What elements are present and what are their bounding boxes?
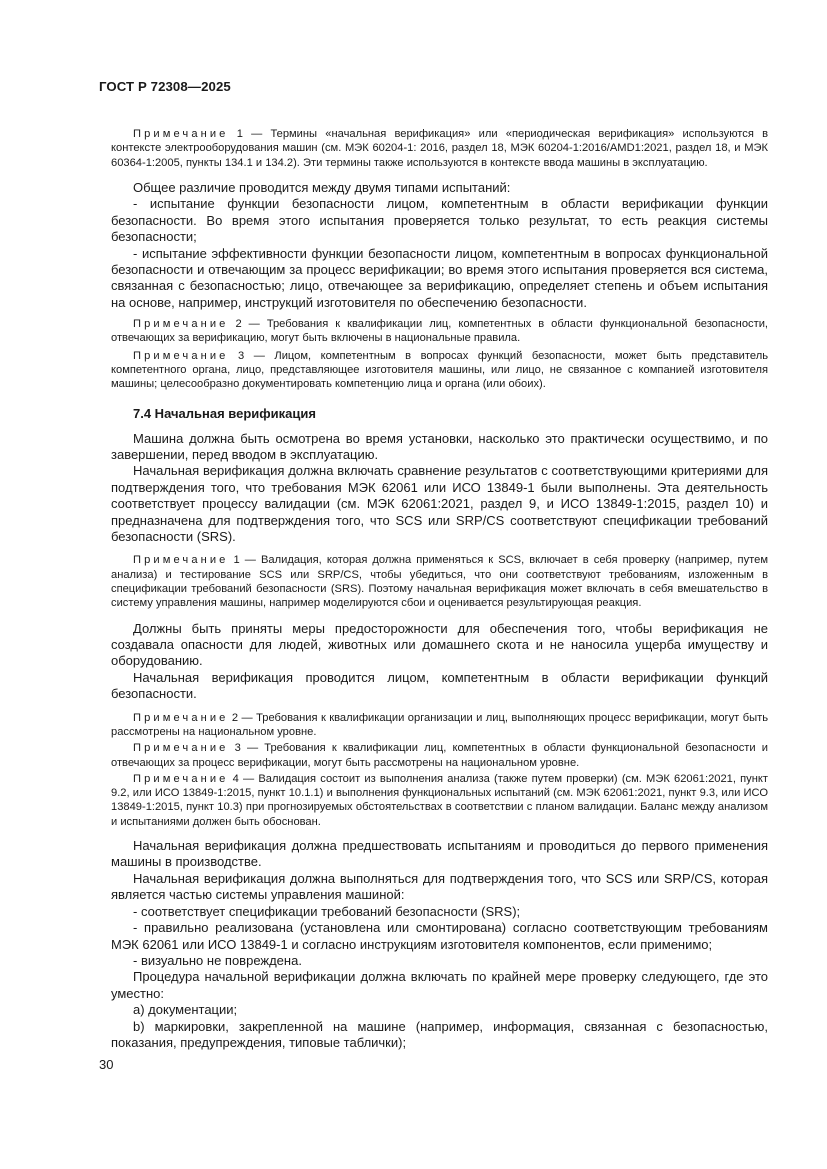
page-body <box>111 127 768 1051</box>
note-label: Примечание <box>133 554 229 567</box>
note-label: Примечание <box>133 349 229 362</box>
note-paragraph <box>111 553 768 610</box>
note-label: Примечание <box>133 711 229 724</box>
body-paragraph: Начальная верификация должна выполняться для подтверждения того, что SCS или SRP/CS, которая является частью системы управления машиной: <box>111 870 768 903</box>
note-paragraph <box>111 772 768 829</box>
note-number: 1 — <box>228 554 261 567</box>
body-paragraph: - соответствует спецификации требований безопасности (SRS); <box>133 903 521 919</box>
note-number: 4 — <box>228 772 259 785</box>
body-paragraph: - правильно реализована (установлена или смонтирована) согласно соответствующим требованиям МЭК 62061 или ИСО 13849-1 и согласно инструкциям изготовителя компонентов, если применимо; <box>111 920 768 952</box>
note-text: Требования к квалификации организации и лиц, выполняющих процесс верификации, могут быть рассмотрены на национальном уровне. <box>111 711 768 738</box>
page-number: 30 <box>99 1057 114 1072</box>
body-paragraph: Должны быть приняты меры предосторожности для обеспечения того, чтобы верификация не создавала опасности для людей, животных или домашнего скота и не наносила ущерба имуществу и оборудованию. <box>111 620 768 669</box>
body-paragraph: Начальная верификация должна предшествовать испытаниям и проводиться до первого применения машины в производстве. <box>111 838 768 870</box>
note-label: Примечание <box>133 128 229 140</box>
body-paragraph: Процедура начальной верификации должна включать по крайней мере проверку следующего, где это уместно: <box>111 969 768 1001</box>
note-paragraph <box>111 741 768 770</box>
note-paragraph <box>111 711 768 740</box>
note-paragraph <box>111 127 768 170</box>
note-paragraph <box>111 317 768 346</box>
body-paragraph: - испытание эффективности функции безопасности лицом, компетентным в вопросах функциональной безопасности и отвечающим за процесс верификации; во время этого испытания проверяется вся система, связанная с безопасностью; лицо, отвечающее за верификацию, определяет степень и объем испытания на основе, например, инструкций изготовителя по обеспечению безопасности. <box>111 245 768 310</box>
body-paragraph: Начальная верификация должна включать сравнение результатов с соответствующими критериями для подтверждения того, что требования МЭК 62061 или ИСО 13849-1 были выполнены. Эта деятельность соответствует процессу валидации (см. МЭК 62061:2021, раздел 9, и ИСО 13849-1:2015, раздел 10) и предназначена для подтверждения того, что SCS или SRP/CS соответствуют спецификации требований безопасности (SRS). <box>111 463 768 545</box>
section-heading: 7.4 Начальная верификация <box>133 405 316 421</box>
body-paragraph: - визуально не повреждена. <box>133 952 302 968</box>
body-paragraph: Начальная верификация проводится лицом, компетентным в области верификации функций безопасности. <box>111 669 768 702</box>
note-text: Требования к квалификации лиц, компетентных в области функциональной безопасности и отвечающих за процесс верификации, могут быть рассмотрены на национальном уровне. <box>111 742 769 769</box>
body-paragraph: - испытание функции безопасности лицом, компетентным в области верификации функции безопасности. Во время этого испытания проверяется только результат, то есть реакция системы безопасности; <box>111 196 768 245</box>
note-number: 1 — <box>228 128 271 140</box>
note-paragraph <box>111 349 768 392</box>
note-text: Требования к квалификации лиц, компетентных в области функциональной безопасности, отвечающих за верификацию, могут быть включены в национальные правила. <box>111 318 769 345</box>
note-label: Примечание <box>133 742 229 755</box>
body-paragraph: a) документации; <box>133 1002 238 1018</box>
document-header: ГОСТ Р 72308—2025 <box>99 79 231 94</box>
body-paragraph: b) маркировки, закрепленной на машине (например, информация, связанная с безопасностью, показания, предупреждения, типовые таблички); <box>111 1018 768 1050</box>
body-paragraph: Машина должна быть осмотрена во время установки, насколько это практически осуществимо, и по завершении, перед вводом в эксплуатацию. <box>111 430 768 463</box>
note-number: 3 — <box>228 349 275 362</box>
note-text: Валидация состоит из выполнения анализа (также путем проверки) (см. МЭК 62061:2021, пункт 9.2, или ИСО 13849-1:2015, пункт 10.1.1) и выполнения функциональных испытаний (см. МЭК 62061:2021, пункт 9.3, или ИСО 13849-1:2015, пункт 10.3) при прогнозируемых обстоятельствах в соответствии с планом валидации. Баланс между анализом и испытаниями должен быть обоснован. <box>111 772 768 828</box>
body-paragraph: Общее различие проводится между двумя типами испытаний: <box>133 179 511 195</box>
note-text: Валидация, которая должна применяться к SCS, включает в себя проверку (например, путем анализа) и тестирование SCS или SRP/CS, чтобы убедиться, что они соответствуют требованиям, изложенным в спецификации требований безопасности (SRS). Поэтому начальная верификация может включать в себя вмешательство в систему управления машины, например моделируются сбои и оценивается результирующая реакция. <box>111 554 768 610</box>
note-text: Лицом, компетентным в вопросах функций безопасности, может быть представитель компетентного органа, лицо, представляющее изготовителя машины, или лицо, не связанное с компанией изготовителя машины; целесообразно документировать компетенцию лица и органа (или обоих). <box>111 349 768 391</box>
note-number: 3 — <box>228 742 265 755</box>
note-number: 2 — <box>228 711 257 724</box>
note-text: Термины «начальная верификация» или «периодическая верификация» используются в контексте электрооборудования машин (см. МЭК 60204-1: 2016, раздел 18, МЭК 60204-1:2016/AMD1:2021, раздел 18, и МЭК 60364-1:2005, пункты 134.1 и 134.2). Эти термины также используются в контексте ввода машины в эксплуатацию. <box>111 128 769 169</box>
note-number: 2 — <box>228 318 267 331</box>
note-label: Примечание <box>133 772 229 785</box>
note-label: Примечание <box>133 318 229 331</box>
